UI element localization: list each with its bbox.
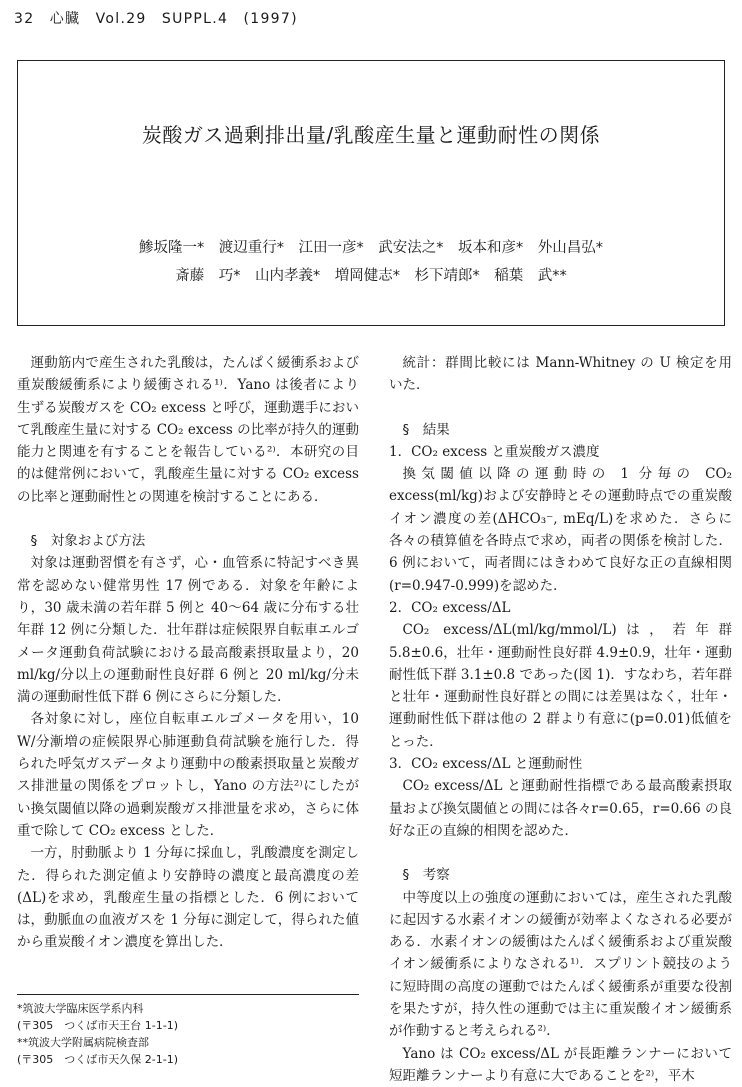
results-heading: § 結果	[402, 421, 450, 438]
discussion-paragraph-1: 中等度以上の強度の運動においては，産生された乳酸に起因する水素イオンの緩衝が効率よくなされる必要がある．水素イオンの緩衝はたんぱく緩衝系および重炭酸イオン緩衝系によりなされる¹⁾．スプリント競技のように短時間の高度の運動ではたんぱく緩衝系が重要な役割を果たすが，持久性の運動では主に重炭酸イオン緩衝系が作動すると考えられる²⁾．	[389, 889, 732, 1040]
title-box	[17, 60, 725, 326]
results-paragraph-2: CO₂ excess/ΔL(ml/kg/mmol/L)は，若年群 5.8±0.6，壮年・運動耐性良好群 4.9±0.9，壮年・運動耐性低下群 3.1±0.8 であった(図 1)．すなわち，若年群と壮年・運動耐性良好群との間には差異はなく，壮年・運動耐性低下群は他の 2 群より有意に(p=0.01)低値をとった．	[389, 622, 732, 750]
footnote-address-1: (〒305 つくば市天王台 1-1-1)	[17, 1019, 179, 1032]
author-line-1: 鯵坂隆一* 渡辺重行* 江田一彦* 武安法之* 坂本和彦* 外山昌弘*	[139, 240, 603, 256]
author-line-2: 斎藤 巧* 山内孝義* 増岡健志* 杉下靖郎* 稲葉 武**	[175, 268, 567, 284]
article-title: 炭酸ガス過剰排出量/乳酸産生量と運動耐性の関係	[141, 123, 601, 147]
footnote-address-2: (〒305 つくば市天久保 2-1-1)	[17, 1053, 179, 1066]
discussion-heading: § 考察	[402, 867, 450, 884]
results-subheading-1: 1．CO₂ excess と重炭酸ガス濃度	[389, 443, 600, 460]
methods-heading: § 対象および方法	[30, 533, 146, 550]
left-column	[17, 352, 359, 954]
results-subheading-3: 3．CO₂ excess/ΔL と運動耐性	[389, 756, 583, 773]
results-paragraph-3: CO₂ excess/ΔL と運動耐性指標である最高酸素摂取量および換気閾値との間には各々r=0.65，r=0.66 の良好な正の直線的相関を認めた．	[389, 778, 732, 839]
methods-paragraph-1: 対象は運動習慣を有さず，心・血管系に特記すべき異常を認めない健常男性 17 例である．対象を年齢により，30 歳未満の若年群 5 例と 40〜64 歳に分布する壮年群 12 例に分類した．壮年群は症候限界自転車エルゴメータ運動負荷試験における最高酸素摂取量より，20 ml/kg/分以上の運動耐性良好群 6 例と 20 ml/kg/分未満の運動耐性低下群 6 例にさらに分類した．	[17, 555, 359, 706]
footnotes	[17, 1000, 359, 1068]
page-header: 32 心臓 Vol.29 SUPPL.4 (1997)	[14, 11, 298, 27]
footnote-divider	[17, 994, 359, 995]
stats-paragraph: 統計：群間比較には Mann-Whitney の U 検定を用いた．	[389, 355, 732, 394]
methods-paragraph-3: 一方，肘動脈より 1 分毎に採血し，乳酸濃度を測定した．得られた測定値より安静時の濃度と最高濃度の差(ΔL)を求め，乳酸産生量の指標とした．6 例においては，動脈血の血液ガスを 1 分毎に測定して，得られた値から重炭酸イオン濃度を算出した．	[17, 845, 359, 951]
footnote-affiliation-2: **筑波大学附属病院検査部	[17, 1036, 149, 1049]
results-subheading-2: 2．CO₂ excess/ΔL	[389, 599, 511, 616]
right-column	[389, 352, 732, 1087]
intro-paragraph: 運動筋内で産生された乳酸は，たんぱく緩衝系および重炭酸緩衝系により緩衝される¹⁾．Yano は後者により生ずる炭酸ガスを CO₂ excess と呼び，運動選手において乳酸産生量に対する CO₂ excess の比率が持久的運動能力と関連を有することを報告している²⁾．本研究の目的は健常例において，乳酸産生量に対する CO₂ excess の比率と運動耐性との関連を検討することにある．	[17, 355, 359, 505]
discussion-paragraph-2: Yano は CO₂ excess/ΔL が長距離ランナーにおいて短距離ランナーより有意に大であることを²⁾，平木	[389, 1045, 732, 1084]
footnote-affiliation-1: *筑波大学臨床医学系内科	[17, 1002, 144, 1015]
results-paragraph-1: 換気閾値以降の運動時の 1 分毎の CO₂ excess(ml/kg)および安静時とその運動時点での重炭酸イオン濃度の差(ΔHCO₃⁻, mEq/L)を求めた．さらに各々の積算値を各時点で求め，両者の関係を検討した．6 例において，両者間にはきわめて良好な正の直線相関(r=0.947-0.999)を認めた．	[389, 466, 732, 594]
methods-paragraph-2: 各対象に対し，座位自転車エルゴメータを用い，10 W/分漸増の症候限界心肺運動負荷試験を施行した．得られた呼気ガスデータより運動中の酸素摂取量と炭酸ガス排泄量の関係をプロットし，Yano の方法²⁾にしたがい換気閾値以降の過剰炭酸ガス排泄量を求め，さらに体重で除して CO₂ excess とした．	[17, 711, 359, 839]
